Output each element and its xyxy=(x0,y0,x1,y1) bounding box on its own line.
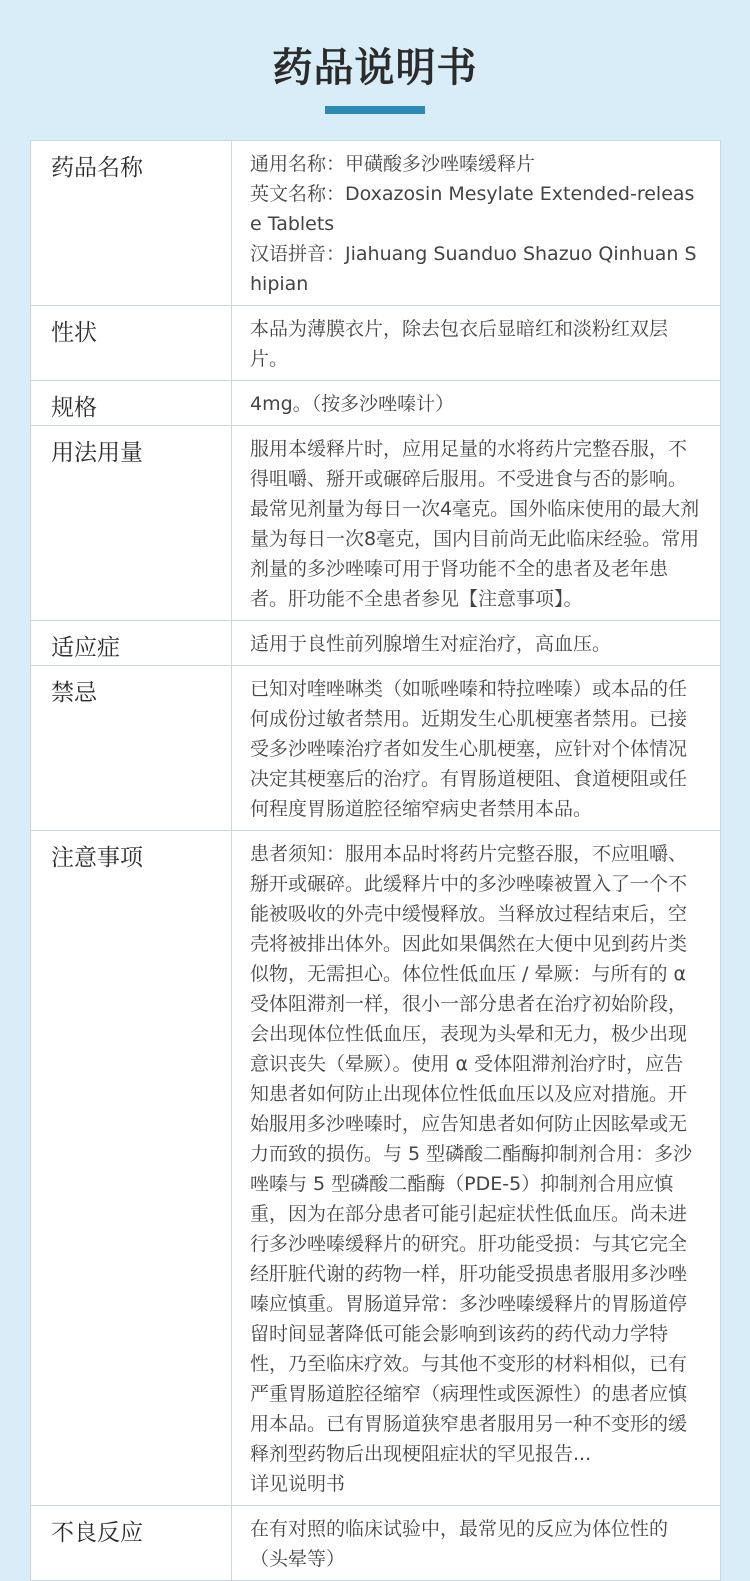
value-text: 通用名称：甲磺酸多沙唑嗪缓释片 xyxy=(250,153,536,175)
value-text: 本品为薄膜衣片，除去包衣后显暗红和淡粉红双层片。 xyxy=(250,318,669,370)
row-value xyxy=(232,831,721,1506)
value-text: 汉语拼音：Jiahuang Suanduo Shazuo Qinhuan Shipian xyxy=(250,243,697,295)
value-text: 在有对照的临床试验中，最常见的反应为体位性的（头晕等） xyxy=(250,1518,669,1570)
value-text: 英文名称：Doxazosin Mesylate Extended-release Tablets xyxy=(250,183,695,235)
table-row xyxy=(31,621,721,666)
row-label: 性状 xyxy=(31,306,232,381)
row-value xyxy=(232,621,721,666)
value-text: 适用于良性前列腺增生对症治疗，高血压。 xyxy=(250,633,612,655)
table-row xyxy=(31,141,721,306)
value-text: 已知对喹唑啉类（如哌唑嗪和特拉唑嗪）或本品的任何成份过敏者禁用。近期发生心肌梗塞者禁用。已接受多沙唑嗪治疗者如发生心肌梗塞，应针对个体情况决定其梗塞后的治疗。有胃肠道梗阻、食道梗阻或任何程度胃肠道腔径缩窄病史者禁用本品。 xyxy=(250,678,688,820)
row-value xyxy=(232,141,721,306)
value-text: 患者须知：服用本品时将药片完整吞服，不应咀嚼、掰开或碾碎。此缓释片中的多沙唑嗪被置入了一个不能被吸收的外壳中缓慢释放。当释放过程结束后，空壳将被排出体外。因此如果偶然在大便中见到药片类似物，无需担心。体位性低血压 / 晕厥：与所有的 α 受体阻滞剂一样，很小一部分患者在治疗初始阶段，会出现体位性低血压，表现为头晕和无力，极少出现意识丧失（晕厥）。使用 α 受体阻滞剂治疗时，应告知患者如何防止出现体位性低血压以及应对措施。开始服用多沙唑嗪时，应告知患者如何防止因眩晕或无力而致的损伤。与 5 型磷酸二酯酶抑制剂合用：多沙唑嗪与 5 型磷酸二酯酶（PDE-5）抑制剂合用应慎重，因为在部分患者可能引起症状性低血压。尚未进行多沙唑嗪缓释片的研究。肝功能受损：与其它完全经肝脏代谢的药物一样，肝功能受损患者服用多沙唑嗪应慎重。胃肠道异常：多沙唑嗪缓释片的胃肠道停留时间显著降低可能会影响到该药的药代动力学特性，乃至临床疗效。与其他不变形的材料相似，已有严重胃肠道腔径缩窄（病理性或医源性）的患者应慎用本品。已有胃肠道狭窄患者服用另一种不变形的缓释剂型药物后出现梗阻症状的罕见报告... xyxy=(250,843,693,1465)
page-title: 药品说明书 xyxy=(272,45,478,91)
value-text: 详见说明书 xyxy=(250,1473,346,1495)
row-label: 用法用量 xyxy=(31,426,232,621)
row-value xyxy=(232,666,721,831)
table-row xyxy=(31,666,721,831)
row-label: 禁忌 xyxy=(31,666,232,831)
table-row xyxy=(31,381,721,426)
row-label: 注意事项 xyxy=(31,831,232,1506)
header xyxy=(0,0,750,140)
table-row xyxy=(31,426,721,621)
row-value xyxy=(232,1506,721,1581)
row-label: 规格 xyxy=(31,381,232,426)
row-value xyxy=(232,381,721,426)
row-value xyxy=(232,306,721,381)
value-text: 4mg。（按多沙唑嗪计） xyxy=(250,393,455,415)
table-row xyxy=(31,306,721,381)
table-row xyxy=(31,831,721,1506)
row-label: 药品名称 xyxy=(31,141,232,306)
row-label: 不良反应 xyxy=(31,1506,232,1581)
table-row xyxy=(31,1506,721,1581)
drug-info-table xyxy=(30,140,721,1581)
value-text: 服用本缓释片时，应用足量的水将药片完整吞服，不得咀嚼、掰开或碾碎后服用。不受进食与否的影响。最常见剂量为每日一次4毫克。国外临床使用的最大剂量为每日一次8毫克，国内目前尚无此临床经验。常用剂量的多沙唑嗪可用于肾功能不全的患者及老年患者。肝功能不全患者参见【注意事项】。 xyxy=(250,438,700,610)
row-value xyxy=(232,426,721,621)
title-underline xyxy=(325,106,425,114)
row-label: 适应症 xyxy=(31,621,232,666)
